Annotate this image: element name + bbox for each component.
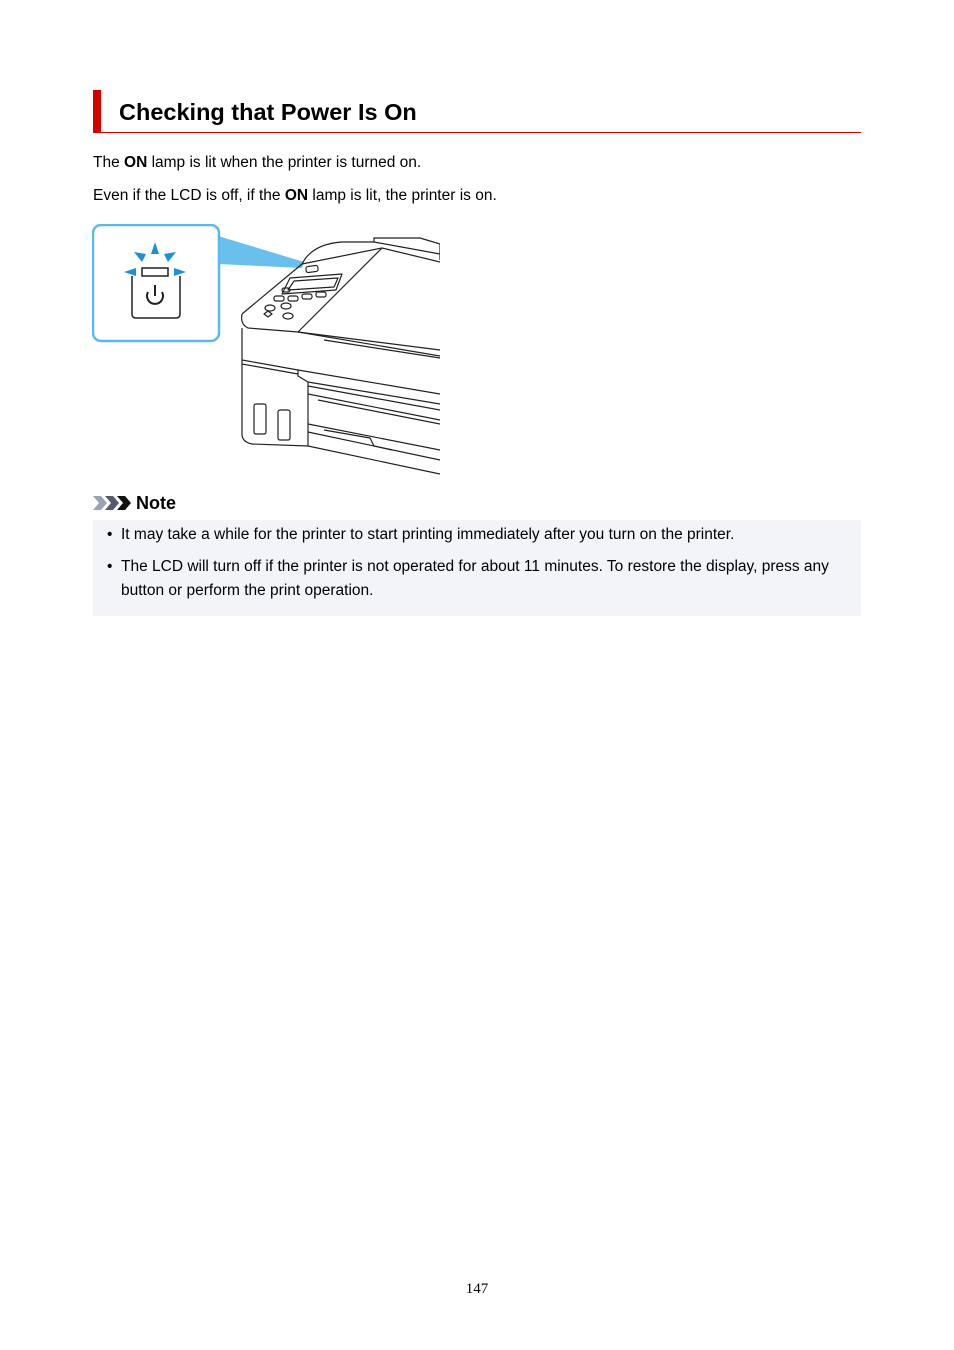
page-title-bar xyxy=(93,90,861,133)
paragraph-lcd-off xyxy=(93,186,497,206)
note-chevrons-icon xyxy=(93,495,131,511)
list-item xyxy=(107,555,841,603)
note-item-text: The LCD will turn off if the printer is not operated for about 11 minutes. To restore the display, press any button or perform the print operation. xyxy=(121,558,829,599)
bold-term: ON xyxy=(284,187,309,204)
printer-body xyxy=(242,238,440,474)
note-box xyxy=(93,520,861,616)
note-label: Note xyxy=(136,492,176,513)
printer-figure xyxy=(92,224,440,478)
paragraph-on-lamp xyxy=(93,153,421,173)
note-item-text: It may take a while for the printer to start printing immediately after you turn on the printer. xyxy=(121,526,735,543)
bullet: • xyxy=(107,558,113,575)
text: The xyxy=(93,154,125,171)
text: lamp is lit when the printer is turned on. xyxy=(147,154,422,171)
printer-illustration xyxy=(92,224,440,478)
text: lamp is lit, the printer is on. xyxy=(308,187,497,204)
text: Even if the LCD is off, if the xyxy=(93,187,285,204)
bullet: • xyxy=(107,526,113,543)
bold-term: ON xyxy=(124,154,148,171)
page-number: 147 xyxy=(465,1281,489,1297)
list-item xyxy=(107,523,841,547)
callout-box xyxy=(93,225,219,341)
page-title: Checking that Power Is On xyxy=(119,99,417,125)
note-heading xyxy=(93,492,176,514)
